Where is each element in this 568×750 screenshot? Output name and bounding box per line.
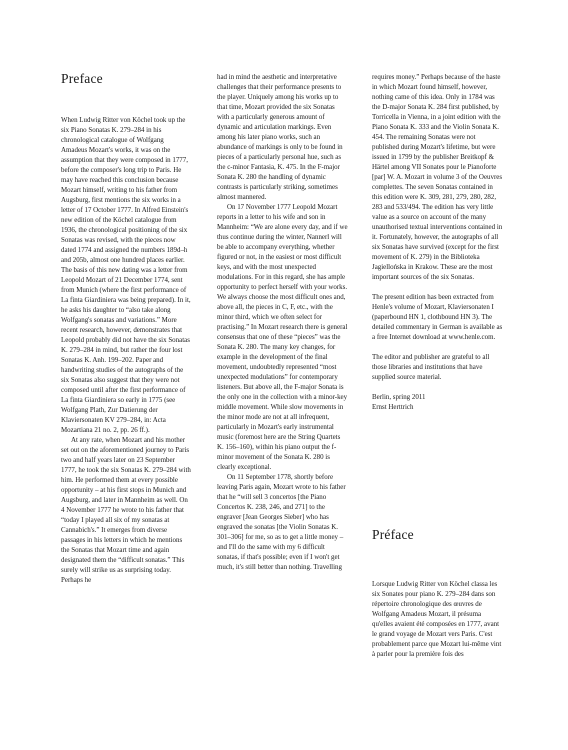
paragraph: The present edition has been extracted from Henle's volume of Mozart, Klaviersonaten I (paperbound HN 1, clothbound HN 3). The detailed commentary in German is available as a free Internet download at www.henle.com. bbox=[372, 293, 503, 341]
text-column-3 bbox=[372, 72, 503, 412]
text-column-2 bbox=[217, 72, 348, 572]
section-title-french: Préface bbox=[372, 527, 414, 542]
text-column-1 bbox=[61, 115, 191, 585]
place-date: Berlin, spring 2011 bbox=[372, 393, 426, 401]
paragraph: On 17 November 1777 Leopold Mozart reports in a letter to his wife and son in Mannheim: “We are alone every day, and if we thus continue during the winter, Nannerl will be able to accompany everything, whether figured or not, in the easiest or most difficult keys, and with the most unexpected modulations. For in this regard, she has ample opportunity to perfect herself with your works. We always choose the most difficult ones and, above all, the pieces in C, F, etc., with the minor third, which we often select for practising.” In Mozart research there is general consensus that one of these “pieces” was the Sonata K. 280. The many key changes, for example in the development of the final movement, undoubtedly represented “most unexpected modulations” for contemporary listeners. But above all, the F-major Sonata is the only one in the collection with a minor-key middle movement. While slow movements in the minor mode are not at all infrequent, particularly in Mozart's early instrumental music (foremost here are the String Quartets K. 156–160), within his piano output the f-minor movement of the Sonata K. 280 is clearly exceptional. bbox=[217, 203, 348, 471]
text-column-3-french bbox=[372, 572, 503, 666]
paragraph: On 11 September 1778, shortly before leaving Paris again, Mozart wrote to his father that he “will sell 3 concertos [the Piano Concertos K. 238, 246, and 271] to the engraver [Jean Georges Sieber] who has engraved the sonatas [the Violin Sonatas K. 301–306] for me, so as to get a little money – and I'll do the same with my 6 difficult sonatas, if that's possible; even if I won't get much, it's still better than nothing. Travelling bbox=[217, 473, 346, 571]
page-title: Preface bbox=[61, 71, 103, 86]
paragraph: had in mind the aesthetic and interpretative challenges that their performance presents to the player. Uniquely among his works up to that time, Mozart provided the six Sonatas with a particularly generous amount of dynamic and articulation markings. Even among his later piano works, such an abundance of markings is only to be found in pieces of a particularly personal hue, such as the c-minor Fantasia, K. 475. In the F-major Sonata K. 280 the handling of dynamic contrasts is particularly striking, sometimes almost mannered. bbox=[217, 73, 343, 201]
paragraph: requires money.” Perhaps because of the haste in which Mozart found himself, however, nothing came of this idea. Only in 1784 was the D-major Sonata K. 284 first published, by Torricella in Vienna, in a joint edition with the Piano Sonata K. 333 and the Violin Sonata K. 454. The remaining Sonatas were not published during Mozart's lifetime, but were issued in 1799 by the publisher Breitkopf & Härtel among VII Sonates pour le Pianoforte [par] W. A. Mozart in volume 3 of the Oeuvres complettes. The seven Sonatas contained in this edition were K. 309, 281, 279, 280, 282, 283 and 533/494. The edition has very little value as a source on account of the many unauthorised textual interventions contained in it. Fortunately, however, the autographs of all six Sonatas have survived (except for the first movement of K. 279) in the Biblioteka Jagiellońska in Krakow. These are the most important sources of the six Sonatas. bbox=[372, 73, 503, 281]
author-signature: Ernst Herttrich bbox=[372, 403, 414, 411]
paragraph: Lorsque Ludwig Ritter von Köchel classa les six Sonates pour piano K. 279–284 dans son répertoire chronologique des œuvres de Wolfgang Amadeus Mozart, il présuma qu'elles avaient été composées en 1777, avant le grand voyage de Mozart vers Paris. C'est probablement parce que Mozart lui-même vint à parler pour la première fois des bbox=[372, 579, 502, 658]
paragraph: At any rate, when Mozart and his mother set out on the aforementioned journey to Paris two and half years later on 23 September 1777, he took the six Sonatas K. 279–284 with him. He performed them at every possible opportunity – at his first stops in Munich and Augsburg, and later in Mannheim as well. On 4 November 1777 he wrote to his father that “today I played all six of my sonatas at Cannabich's.” It emerges from diverse passages in his letters in which he mentions the Sonatas that Mozart time and again designated them the “difficult sonatas.” This surely will strike us as surprising today. Perhaps he bbox=[61, 436, 191, 584]
paragraph: When Ludwig Ritter von Köchel took up the six Piano Sonatas K. 279–284 in his chronological catalogue of Wolfgang Amadeus Mozart's works, it was on the assumption that they were composed in 1777, before the composer's long trip to Paris. He may have reached this conclusion because Mozart himself, writing to his father from Augsburg, first mentions the six works in a letter of 17 October 1777. In Alfred Einstein's new edition of the Köchel catalogue from 1936, the chronological positioning of the six Sonatas was revised, with the pieces now dated 1774 and assigned the numbers 189d–h and 205b, almost one hundred places earlier. The basis of this new dating was a letter from Leopold Mozart of 21 December 1774, sent from Munich (where the first performance of La finta Giardiniera was being prepared). In it, he asks his daughter to “also take along Wolfgang's sonatas and variations.” More recent research, however, demonstrates that Leopold probably did not have the six Sonatas K. 279–284 in mind, but rather the four lost Sonatas K. Anh. 199–202. Paper and handwriting studies of the autographs of the six Sonatas also suggest that they were not composed until after the first performance of La finta Giardiniera so early in 1775 (see Wolfgang Plath, Zur Datierung der Klaviersonaten KV 279–284, in: Acta Mozartiana 21 no. 2, pp. 26 ff.). bbox=[61, 116, 191, 434]
paragraph: The editor and publisher are grateful to all those libraries and institutions that have supplied source material. bbox=[372, 353, 490, 381]
